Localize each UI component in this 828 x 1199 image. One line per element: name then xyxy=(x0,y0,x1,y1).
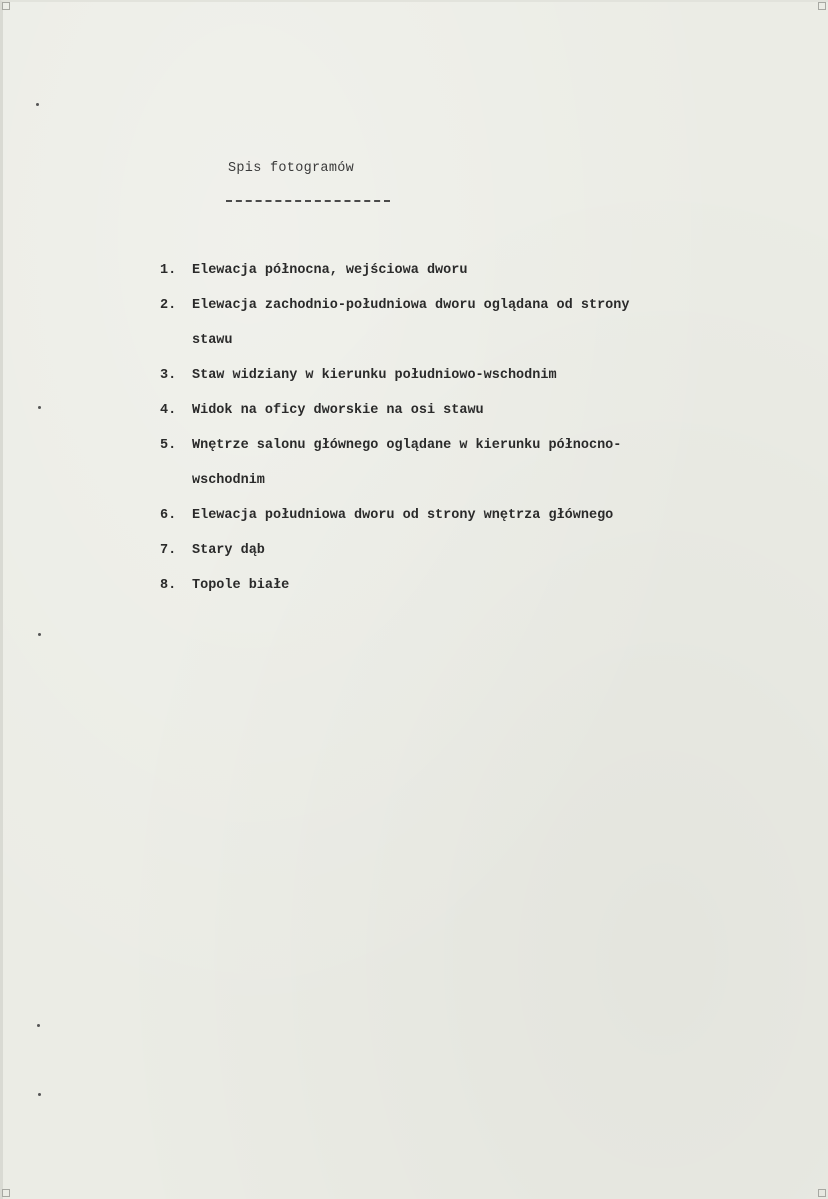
margin-dot xyxy=(38,1093,41,1096)
item-text: Widok na oficy dworskie na osi stawu xyxy=(192,403,484,418)
title-underline xyxy=(226,200,390,202)
item-number: 2. xyxy=(160,298,177,313)
list-item xyxy=(160,577,770,595)
page-title: Spis fotogramów xyxy=(228,161,355,176)
item-text: Topole białe xyxy=(192,578,290,593)
corner-mark-bottom-left xyxy=(2,1189,10,1197)
item-number: 5. xyxy=(160,438,177,453)
list-item xyxy=(160,262,770,280)
item-text-continuation: wschodnim xyxy=(192,473,265,488)
list-item xyxy=(160,402,770,420)
item-text-continuation: stawu xyxy=(192,333,233,348)
item-number: 7. xyxy=(160,543,177,558)
margin-dot xyxy=(38,406,41,409)
item-text: Wnętrze salonu głównego oglądane w kierunku północno- xyxy=(192,438,622,453)
item-text: Elewacja zachodnio-południowa dworu oglądana od strony xyxy=(192,298,630,313)
corner-mark-top-left xyxy=(2,2,10,10)
list-item xyxy=(160,367,770,385)
list-item xyxy=(160,297,770,350)
item-number: 1. xyxy=(160,263,177,278)
margin-dot xyxy=(37,1024,40,1027)
item-number: 6. xyxy=(160,508,177,523)
photo-list xyxy=(160,262,770,595)
item-number: 8. xyxy=(160,578,177,593)
list-item xyxy=(160,437,770,490)
item-text: Elewacja północna, wejściowa dworu xyxy=(192,263,468,278)
item-number: 3. xyxy=(160,368,177,383)
item-number: 4. xyxy=(160,403,177,418)
corner-mark-bottom-right xyxy=(818,1189,826,1197)
item-text: Staw widziany w kierunku południowo-wschodnim xyxy=(192,368,557,383)
list-item xyxy=(160,542,770,560)
margin-dot xyxy=(38,633,41,636)
list-item xyxy=(160,507,770,525)
item-text: Elewacja południowa dworu od strony wnętrza głównego xyxy=(192,508,614,523)
margin-dot xyxy=(36,103,39,106)
item-text: Stary dąb xyxy=(192,543,265,558)
corner-mark-top-right xyxy=(818,2,826,10)
